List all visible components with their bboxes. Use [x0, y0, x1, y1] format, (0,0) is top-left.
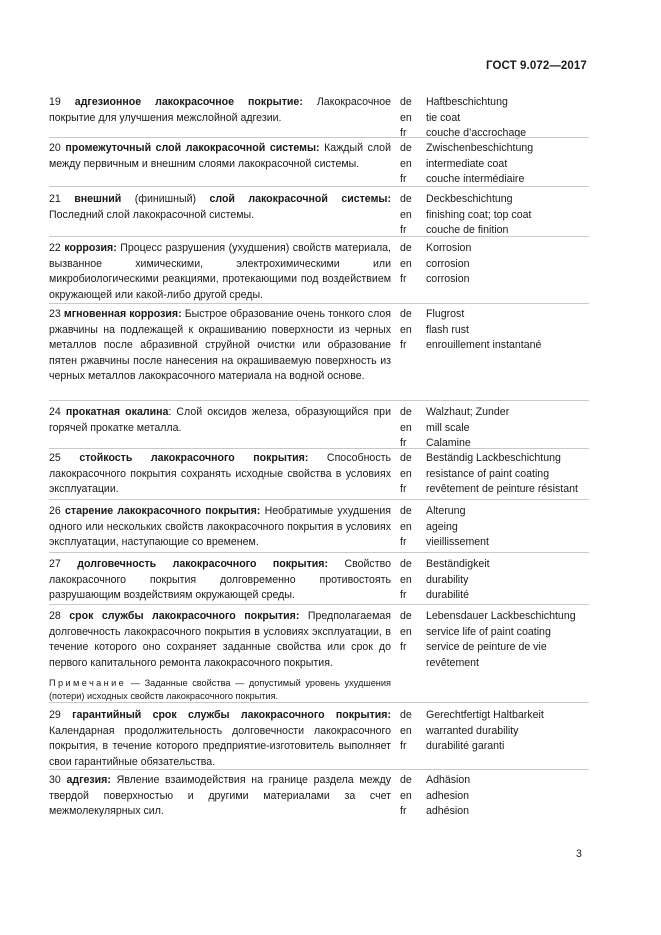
term-definition: 30 адгезия: Явление взаимодействия на границе раздела между твердой поверхностью и другими материалами за счет межмолекулярных сил. [49, 774, 391, 818]
language-codes: de en fr [400, 406, 412, 450]
language-codes: de en fr [400, 774, 412, 818]
entry-divider [49, 769, 589, 770]
language-codes: de en fr [400, 558, 412, 602]
term-name: стойкость лакокрасочного покрытия: [79, 452, 309, 464]
term-definition: 22 коррозия: Процесс разрушения (ухудшения) свойств материала, вызванное химическими, электрохимическими или микробиологическими реакциями, протекающими под воздействием окружающей или какой-либо другой среды. [49, 242, 391, 301]
term-translations: Adhäsion adhesion adhésion [426, 774, 471, 818]
term-name: срок службы лакокрасочного покрытия: [69, 610, 300, 622]
language-codes: de en fr [400, 610, 412, 654]
entry-divider [49, 702, 589, 703]
term-translations: Beständigkeit durability durabilité [426, 558, 490, 602]
term-definition: 19 адгезионное лакокрасочное покрытие: Лакокрасочное покрытие для улучшения межслойной адгезии. [49, 96, 391, 124]
term-translations: Alterung ageing vieillissement [426, 505, 489, 549]
term-definition: 28 срок службы лакокрасочного покрытия: Предполагаемая долговечность лакокрасочного покрытия в условиях эксплуатации, в течение которого оно сохраняет заданные свойства или срок до первого капитального ремонта лакокрасочного покрытия. Примечание — Заданные свойства — допустимый уровень ухудшения (потери) исходных свойств лакокрасочного покрытия. [49, 610, 391, 702]
note-label: Примечание [49, 678, 127, 689]
term-name: долговечность лакокрасочного покрытия: [77, 558, 328, 570]
entry-divider [49, 499, 589, 500]
entry-divider [49, 236, 589, 237]
term-translations: Beständig Lackbeschichtung resistance of paint coating revêtement de peinture résistant [426, 452, 578, 496]
term-name: коррозия: [64, 242, 117, 254]
term-definition: 26 старение лакокрасочного покрытия: Необратимые ухудшения одного или нескольких свойств лакокрасочного покрытия в условиях эксплуатации, наступающие со временем. [49, 505, 391, 549]
term-translations: Zwischenbeschichtung intermediate coat couche intermédiaire [426, 142, 534, 186]
term-definition: 20 промежуточный слой лакокрасочной системы: Каждый слой между первичным и внешним слоями лакокрасочной системы. [49, 142, 391, 170]
term-translations: Deckbeschichtung finishing coat; top coat couche de finition [426, 193, 532, 237]
term-translations: Haftbeschichtung tie coat couche d’accrochage [426, 96, 527, 140]
term-name: слой лакокрасочной системы: [209, 193, 391, 205]
term-definition: 21 внешний (финишный) слой лакокрасочной системы: Последний слой лакокрасочной системы. [49, 193, 391, 221]
entry-divider [49, 137, 589, 138]
entry-divider [49, 400, 589, 401]
term-name: старение лакокрасочного покрытия: [64, 505, 261, 517]
term-note: Примечание — Заданные свойства — допустимый уровень ухудшения (потери) исходных свойств лакокрасочного покрытия. [49, 678, 391, 702]
entry-divider [49, 604, 589, 605]
language-codes: de en fr [400, 452, 412, 496]
term-translations: Gerechtfertigt Haltbarkeit warranted durability durabilité garanti [426, 709, 544, 753]
term-definition: 23 мгновенная коррозия: Быстрое образование очень тонкого слоя ржавчины на подлежащей к окрашиванию поверхности из черных металлов после абразивной струйной очистки или образование пятен ржавчины после нанесения на окрашиваемую поверхность из черных металлов лакокрасочного материала на водной основе. [49, 308, 391, 383]
term-definition: 29 гарантийный срок службы лакокрасочного покрытия: Календарная продолжительность долговечности лакокрасочного покрытия, в течение которого предприятие-изготовитель выполняет свои гарантийные обязательства. [49, 709, 391, 768]
entry-divider [49, 303, 589, 304]
term-definition: 24 прокатная окалина: Слой оксидов железа, образующийся при горячей прокатке металла. [49, 406, 391, 434]
language-codes: de en fr [400, 505, 412, 549]
term-name: прокатная окалина [65, 406, 169, 418]
term-definition: 27 долговечность лакокрасочного покрытия: Свойство лакокрасочного покрытия долговременно противостоять разрушающим воздействиям окружающей среды. [49, 558, 391, 602]
document-standard-header: ГОСТ 9.072—2017 [486, 60, 587, 72]
term-translations: Lebensdauer Lackbeschichtung service life of paint coating service de peinture de vie revêtement [426, 610, 576, 669]
term-translations: Walzhaut; Zunder mill scale Calamine [426, 406, 510, 450]
term-name: адгезионное лакокрасочное покрытие: [74, 96, 303, 108]
entry-divider [49, 448, 589, 449]
term-name: адгезия: [66, 774, 111, 786]
term-name: гарантийный срок службы лакокрасочного покрытия: [72, 709, 391, 721]
term-definition: 25 стойкость лакокрасочного покрытия: Способность лакокрасочного покрытия сохранять исходные свойства в условиях эксплуатации. [49, 452, 391, 496]
entry-divider [49, 552, 589, 553]
entry-divider [49, 186, 589, 187]
term-translations: Korrosion corrosion corrosion [426, 242, 472, 286]
language-codes: de en fr [400, 142, 412, 186]
language-codes: de en fr [400, 96, 412, 140]
language-codes: de en fr [400, 242, 412, 286]
language-codes: de en fr [400, 308, 412, 352]
page-number: 3 [576, 848, 582, 860]
term-name: мгновенная коррозия: [63, 308, 182, 320]
term-translations: Flugrost flash rust enrouillement instantané [426, 308, 542, 352]
language-codes: de en fr [400, 709, 412, 753]
language-codes: de en fr [400, 193, 412, 237]
term-name: промежуточный слой лакокрасочной системы: [65, 142, 320, 154]
